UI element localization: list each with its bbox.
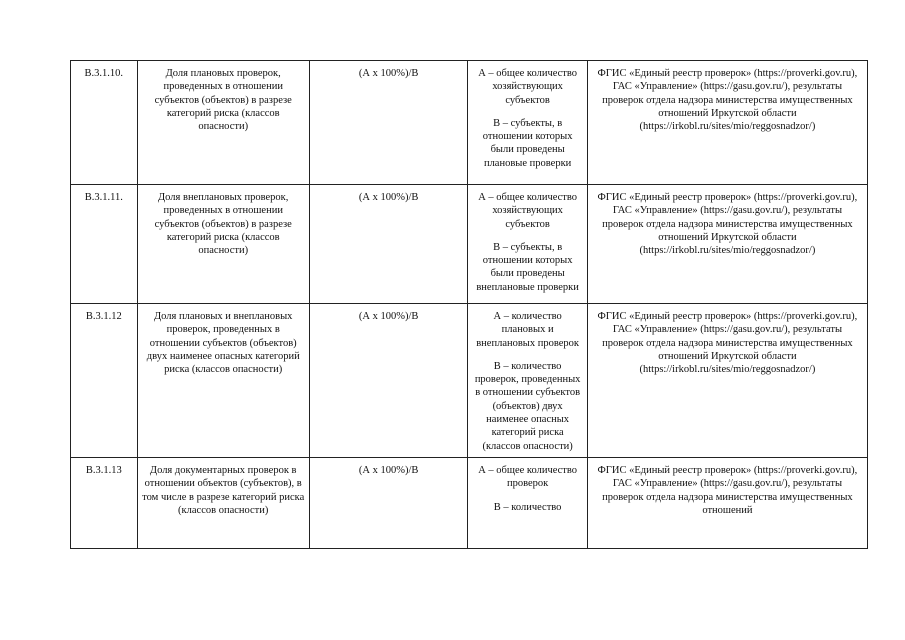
indicators-table (70, 60, 868, 549)
variables-cell (468, 185, 587, 304)
variable-b: В – субъекты, в отношении которых были проведены внеплановые проверки (476, 241, 579, 293)
variable-b: В – количество (493, 501, 562, 513)
source-cell: ФГИС «Единый реестр проверок» (https://proverki.gov.ru), ГАС «Управление» (https://gasu.gov.ru/), результаты проверок отдела надзора министерства имущественных отношений (587, 457, 867, 548)
indicator-code-cell: В.3.1.13 (71, 457, 138, 548)
table-row (71, 61, 868, 185)
indicator-code-cell: В.3.1.10. (71, 61, 138, 185)
variables-cell (468, 304, 587, 458)
formula-cell: (А х 100%)/В (309, 185, 468, 304)
source-cell: ФГИС «Единый реестр проверок» (https://proverki.gov.ru), ГАС «Управление» (https://gasu.gov.ru/), результаты проверок отдела надзора министерства имущественных отношений Иркутской области (https://irkobl.ru/sites/mio/reggosnadzor/) (587, 61, 867, 185)
indicator-name-cell: Доля документарных проверок в отношении объектов (субъектов), в том числе в разрезе категорий риска (классов опасности) (137, 457, 309, 548)
variable-a: А – общее количество хозяйствующих субъектов (478, 192, 578, 230)
variable-a: А – общее количество хозяйствующих субъектов (478, 68, 578, 106)
source-cell: ФГИС «Единый реестр проверок» (https://proverki.gov.ru), ГАС «Управление» (https://gasu.gov.ru/), результаты проверок отдела надзора министерства имущественных отношений Иркутской области (https://irkobl.ru/sites/mio/reggosnadzor/) (587, 304, 867, 458)
formula-cell: (А х 100%)/В (309, 304, 468, 458)
indicator-name-cell: Доля плановых проверок, проведенных в отношении субъектов (объектов) в разрезе категорий риска (классов опасности) (137, 61, 309, 185)
table-row (71, 457, 868, 548)
variables-cell (468, 61, 587, 185)
formula-cell: (А х 100%)/В (309, 457, 468, 548)
indicator-code-cell: В.3.1.11. (71, 185, 138, 304)
table-row (71, 185, 868, 304)
variable-b: В – субъекты, в отношении которых были проведены плановые проверки (482, 117, 573, 169)
indicator-name-cell: Доля внеплановых проверок, проведенных в отношении субъектов (объектов) в разрезе категорий риска (классов опасности) (137, 185, 309, 304)
source-cell: ФГИС «Единый реестр проверок» (https://proverki.gov.ru), ГАС «Управление» (https://gasu.gov.ru/), результаты проверок отдела надзора министерства имущественных отношений Иркутской области (https://irkobl.ru/sites/mio/reggosnadzor/) (587, 185, 867, 304)
variable-b: В – количество проверок, проведенных в отношении субъектов (объектов) двух наименее опасных категорий риска (классов опасности) (474, 360, 581, 452)
formula-cell: (А х 100%)/В (309, 61, 468, 185)
variable-a: А – общее количество проверок (478, 464, 578, 490)
indicator-code-cell: В.3.1.12 (71, 304, 138, 458)
variables-cell (468, 457, 587, 548)
table-row (71, 304, 868, 458)
indicator-name-cell: Доля плановых и внеплановых проверок, проведенных в отношении субъектов (объектов) двух наименее опасных категорий риска (классов опасности) (137, 304, 309, 458)
variable-a: А – количество плановых и внеплановых проверок (476, 311, 580, 349)
